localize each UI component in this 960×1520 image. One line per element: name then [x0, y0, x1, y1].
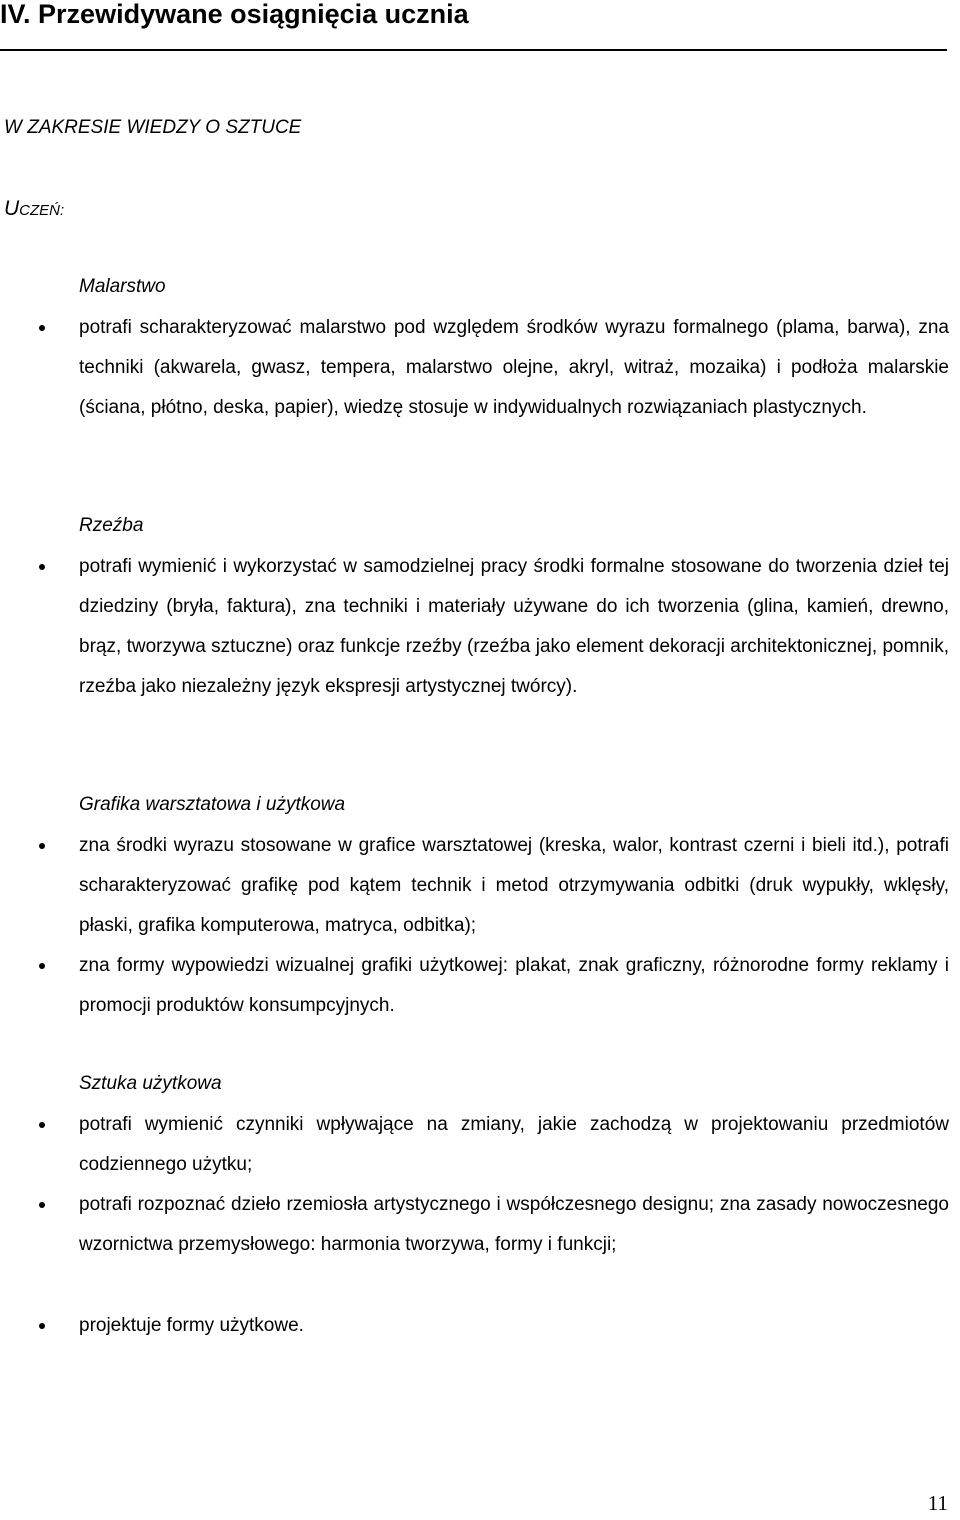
section-heading-malarstwo: Malarstwo	[79, 276, 166, 297]
list-item: potrafi scharakteryzować malarstwo pod względem środków wyrazu formalnego (plama, barwa), zna techniki (akwarela, gwasz, tempera, malarstwo olejne, akryl, witraż, mozaika) i podłoża malarskie (ściana, płótno, deska, papier), wiedzę stosuje w indywidualnych rozwiązaniach plastycznych.	[79, 308, 949, 428]
list-item: potrafi wymienić i wykorzystać w samodzielnej pracy środki formalne stosowane do tworzenia dzieł tej dziedziny (bryła, faktura), zna techniki i materiały używane do ich tworzenia (glina, kamień, drewno, brąz, tworzywa sztuczne) oraz funkcje rzeźby (rzeźba jako element dekoracji architektonicznej, pomnik, rzeźba jako niezależny język ekspresji artystycznej twórcy).	[79, 547, 949, 707]
list-item: zna środki wyrazu stosowane w grafice warsztatowej (kreska, walor, kontrast czerni i bieli itd.), potrafi scharakteryzować grafikę pod kątem technik i metod otrzymywania odbitki (druk wypukły, wklęsły, płaski, grafika komputerowa, matryca, odbitka);	[79, 826, 949, 946]
list-item: zna formy wypowiedzi wizualnej grafiki użytkowej: plakat, znak graficzny, różnorodne formy reklamy i promocji produktów konsumpcyjnych.	[79, 946, 949, 1026]
student-label-initial: U	[4, 197, 20, 220]
section-heading-sztuka-uzytkowa: Sztuka użytkowa	[79, 1073, 222, 1094]
list-item: potrafi wymienić czynniki wpływające na zmiany, jakie zachodzą w projektowaniu przedmiotów codziennego użytku;	[79, 1105, 949, 1185]
page-number: 11	[927, 1491, 948, 1515]
list-item: potrafi rozpoznać dzieło rzemiosła artystycznego i współczesnego designu; zna zasady nowoczesnego wzornictwa przemysłowego: harmonia tworzywa, formy i funkcji;	[79, 1185, 949, 1265]
list-item: projektuje formy użytkowe.	[79, 1306, 949, 1346]
student-label	[4, 197, 64, 223]
chapter-title: IV. Przewidywane osiągnięcia ucznia	[0, 0, 469, 29]
section-heading-rzezba: Rzeźba	[79, 515, 144, 536]
section-heading-grafika: Grafika warsztatowa i użytkowa	[79, 794, 346, 815]
title-underline	[0, 49, 947, 51]
scope-heading: W ZAKRESIE WIEDZY O SZTUCE	[4, 117, 302, 138]
student-label-rest: CZEŃ:	[19, 202, 65, 219]
